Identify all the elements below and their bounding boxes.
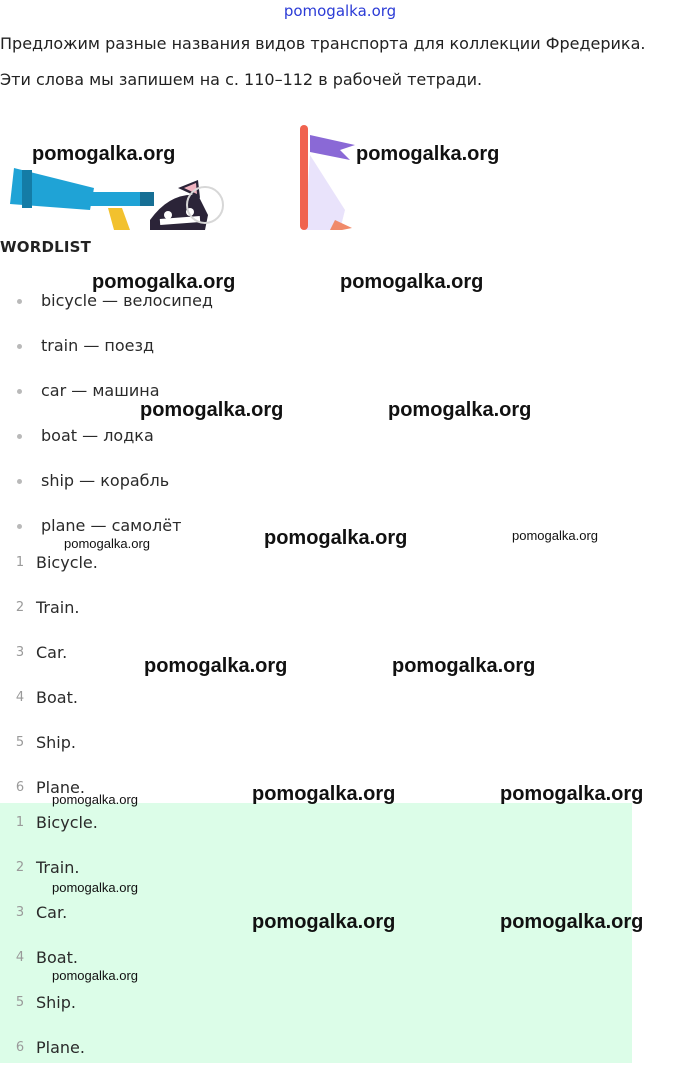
item-number: 2 — [15, 860, 25, 875]
item-number: 3 — [15, 645, 25, 660]
list-item-text: Car. — [36, 903, 68, 922]
list-item-text: bicycle — велосипед — [41, 291, 213, 310]
list-item-text: Ship. — [36, 993, 76, 1012]
watermark: pomogalka.org — [140, 399, 284, 421]
watermark: pomogalka.org — [512, 528, 598, 543]
wordlist-title: WORDLIST — [0, 238, 92, 256]
item-number: 6 — [15, 1040, 25, 1055]
watermark: pomogalka.org — [264, 527, 408, 549]
illustration — [0, 120, 680, 230]
list-item — [0, 638, 98, 683]
item-number: 4 — [15, 950, 25, 965]
list-item — [0, 898, 98, 943]
list-item — [0, 1033, 98, 1078]
list-item — [0, 683, 98, 728]
bullet-icon — [17, 434, 22, 439]
bullet-icon — [17, 299, 22, 304]
answer-list — [0, 808, 98, 1078]
watermark: pomogalka.org — [92, 271, 236, 293]
list-item-text: car — машина — [41, 381, 160, 400]
watermark: pomogalka.org — [388, 399, 532, 421]
bullet-icon — [17, 389, 22, 394]
intro-line-1: Предложим разные названия видов транспорта для коллекции Фредерика. — [0, 34, 646, 53]
watermark: pomogalka.org — [500, 783, 644, 805]
list-item-text: Bicycle. — [36, 813, 98, 832]
item-number: 1 — [15, 555, 25, 570]
list-item — [0, 548, 98, 593]
item-number: 5 — [15, 735, 25, 750]
item-number: 2 — [15, 600, 25, 615]
list-item — [0, 419, 213, 464]
watermark: pomogalka.org — [52, 792, 138, 807]
watermark: pomogalka.org — [340, 271, 484, 293]
list-item-text: Train. — [36, 598, 80, 617]
list-item — [0, 728, 98, 773]
item-number: 5 — [15, 995, 25, 1010]
watermark: pomogalka.org — [252, 911, 396, 933]
sailboat-flag-icon — [300, 125, 355, 230]
cat-character-icon — [150, 180, 223, 230]
bullet-icon — [17, 479, 22, 484]
list-item-text: Plane. — [36, 778, 85, 797]
item-number: 4 — [15, 690, 25, 705]
list-item-text: Bicycle. — [36, 553, 98, 572]
item-number: 1 — [15, 815, 25, 830]
list-item — [0, 988, 98, 1033]
bullet-icon — [17, 344, 22, 349]
list-item-text: boat — лодка — [41, 426, 154, 445]
watermark: pomogalka.org — [500, 911, 644, 933]
list-item — [0, 593, 98, 638]
list-item — [0, 329, 213, 374]
watermark: pomogalka.org — [144, 655, 288, 677]
watermark: pomogalka.org — [52, 880, 138, 895]
site-header[interactable]: pomogalka.org — [283, 2, 397, 20]
bullet-icon — [17, 524, 22, 529]
list-item — [0, 464, 213, 509]
watermark: pomogalka.org — [356, 143, 500, 165]
list-item-text: Plane. — [36, 1038, 85, 1057]
list-item-text: Boat. — [36, 688, 78, 707]
list-item-text: train — поезд — [41, 336, 155, 355]
watermark: pomogalka.org — [32, 143, 176, 165]
watermark: pomogalka.org — [392, 655, 536, 677]
list-item-text: Boat. — [36, 948, 78, 967]
list-item-text: ship — корабль — [41, 471, 170, 490]
list-item — [0, 808, 98, 853]
numbered-list — [0, 548, 98, 818]
telescope-icon — [10, 168, 154, 230]
item-number: 6 — [15, 780, 25, 795]
watermark: pomogalka.org — [64, 536, 150, 551]
list-item-text: Car. — [36, 643, 68, 662]
item-number: 3 — [15, 905, 25, 920]
watermark: pomogalka.org — [252, 783, 396, 805]
list-item-text: Train. — [36, 858, 80, 877]
list-item-text: Ship. — [36, 733, 76, 752]
intro-line-2: Эти слова мы запишем на с. 110–112 в рабочей тетради. — [0, 70, 483, 89]
list-item-text: plane — самолёт — [41, 516, 182, 535]
watermark: pomogalka.org — [52, 968, 138, 983]
